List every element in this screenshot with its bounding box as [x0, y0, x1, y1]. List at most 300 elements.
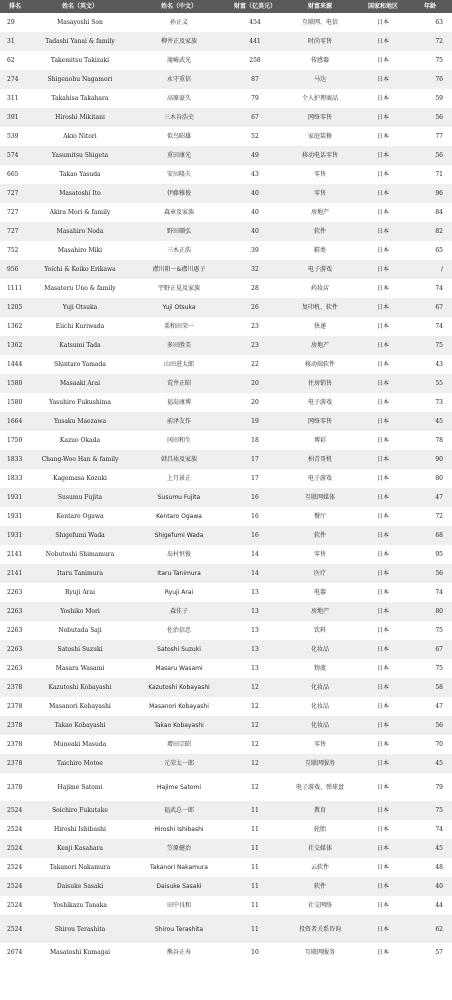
cell-source: 网络零售 — [282, 108, 358, 127]
cell-source: 传感器 — [282, 51, 358, 70]
cell-worth: 12 — [228, 678, 282, 697]
cell-worth: 26 — [228, 298, 282, 317]
cell-source: 马达 — [282, 70, 358, 89]
cell-worth: 16 — [228, 488, 282, 507]
cell-name-zh: Takanori Nakamura — [130, 858, 228, 877]
table-row — [0, 108, 452, 127]
cell-rank: 1750 — [0, 431, 30, 450]
cell-country: 日本 — [358, 507, 408, 526]
cell-name-en: Muneaki Masuda — [30, 735, 130, 754]
table-row — [0, 858, 452, 877]
cell-source: 云软件 — [282, 858, 358, 877]
cell-age: 75 — [408, 801, 452, 820]
cell-country: 日本 — [358, 89, 408, 108]
cell-source: 柏青哥机 — [282, 450, 358, 469]
table-row — [0, 32, 452, 51]
cell-rank: 2524 — [0, 915, 30, 943]
cell-source: 软件 — [282, 877, 358, 896]
cell-name-en: Satoshi Suzuki — [30, 640, 130, 659]
cell-name-en: Hiroshi Mikitani — [30, 108, 130, 127]
table-row — [0, 697, 452, 716]
cell-country: 日本 — [358, 659, 408, 678]
cell-rank: 2263 — [0, 583, 30, 602]
cell-country: 日本 — [358, 877, 408, 896]
cell-age: 56 — [408, 108, 452, 127]
cell-age: 47 — [408, 488, 452, 507]
cell-rank: 752 — [0, 241, 30, 260]
cell-name-zh: 高原豪久 — [130, 89, 228, 108]
cell-country: 日本 — [358, 146, 408, 165]
cell-rank: 727 — [0, 222, 30, 241]
cell-country: 日本 — [358, 279, 408, 298]
table-row — [0, 659, 452, 678]
cell-age: 44 — [408, 896, 452, 915]
cell-source: 房地产 — [282, 203, 358, 222]
cell-age: 48 — [408, 858, 452, 877]
cell-worth: 258 — [228, 51, 282, 70]
cell-worth: 16 — [228, 526, 282, 545]
cell-age: 75 — [408, 51, 452, 70]
cell-source: 鞋类 — [282, 241, 358, 260]
cell-source: 餐厅 — [282, 507, 358, 526]
cell-rank: 1362 — [0, 317, 30, 336]
table-row — [0, 146, 452, 165]
cell-country: 日本 — [358, 526, 408, 545]
table-row — [0, 943, 452, 962]
table-row — [0, 51, 452, 70]
table-row — [0, 488, 452, 507]
cell-source: 网络零售 — [282, 412, 358, 431]
cell-source: 饮料 — [282, 621, 358, 640]
cell-source: 复印机、软件 — [282, 298, 358, 317]
cell-name-en: Takao Kobayashi — [30, 716, 130, 735]
cell-worth: 11 — [228, 801, 282, 820]
cell-name-en: Itaru Tanimura — [30, 564, 130, 583]
cell-source: 软件 — [282, 222, 358, 241]
cell-country: 日本 — [358, 298, 408, 317]
cell-rank: 2378 — [0, 735, 30, 754]
cell-name-zh: 元荣太一郎 — [130, 754, 228, 773]
cell-rank: 1664 — [0, 412, 30, 431]
cell-name-en: Yasuhiro Fukushima — [30, 393, 130, 412]
cell-worth: 32 — [228, 260, 282, 279]
cell-worth: 12 — [228, 735, 282, 754]
cell-name-en: Masanori Kobayashi — [30, 697, 130, 716]
table-row — [0, 260, 452, 279]
cell-name-zh: 荒井正昭 — [130, 374, 228, 393]
cell-name-en: Kazuo Okada — [30, 431, 130, 450]
cell-name-en: Nobutada Saji — [30, 621, 130, 640]
cell-country: 日本 — [358, 450, 408, 469]
table-row — [0, 896, 452, 915]
cell-country: 日本 — [358, 51, 408, 70]
cell-source: 个人护理商品 — [282, 89, 358, 108]
cell-country: 日本 — [358, 545, 408, 564]
cell-name-en: Kenji Kasahara — [30, 839, 130, 858]
cell-rank: 665 — [0, 165, 30, 184]
cell-name-en: Masayoshi Son — [30, 13, 130, 32]
cell-country: 日本 — [358, 32, 408, 51]
cell-worth: 11 — [228, 877, 282, 896]
cell-country: 日本 — [358, 317, 408, 336]
cell-age: 62 — [408, 915, 452, 943]
cell-source: 物流 — [282, 659, 358, 678]
cell-name-zh: 安田隆夫 — [130, 165, 228, 184]
cell-source: 化妆品 — [282, 640, 358, 659]
cell-name-zh: 孙正义 — [130, 13, 228, 32]
table-row — [0, 203, 452, 222]
cell-rank: 2378 — [0, 678, 30, 697]
table-row — [0, 431, 452, 450]
cell-source: 互联网服务 — [282, 943, 358, 962]
cell-age: 68 — [408, 526, 452, 545]
header-rank: 排名 — [0, 0, 30, 13]
cell-rank: 1580 — [0, 374, 30, 393]
cell-age: 45 — [408, 754, 452, 773]
table-row — [0, 241, 452, 260]
table-row — [0, 127, 452, 146]
cell-name-en: Masatoshi Ito — [30, 184, 130, 203]
cell-age: 82 — [408, 222, 452, 241]
table-row — [0, 279, 452, 298]
cell-source: 移动端软件 — [282, 355, 358, 374]
table-row — [0, 222, 452, 241]
cell-country: 日本 — [358, 184, 408, 203]
cell-rank: 2263 — [0, 659, 30, 678]
table-row — [0, 820, 452, 839]
cell-worth: 13 — [228, 621, 282, 640]
cell-rank: 1205 — [0, 298, 30, 317]
cell-name-en: Daisuke Sasaki — [30, 877, 130, 896]
cell-worth: 441 — [228, 32, 282, 51]
cell-source: 教育 — [282, 801, 358, 820]
cell-worth: 11 — [228, 915, 282, 943]
cell-country: 日本 — [358, 355, 408, 374]
cell-source: 零售 — [282, 545, 358, 564]
cell-source: 互联网服务 — [282, 754, 358, 773]
cell-rank: 2263 — [0, 640, 30, 659]
cell-source: 博彩 — [282, 431, 358, 450]
cell-name-en: Ryuji Arai — [30, 583, 130, 602]
cell-name-en: Akio Nitori — [30, 127, 130, 146]
cell-name-zh: 冈田和生 — [130, 431, 228, 450]
cell-rank: 1931 — [0, 507, 30, 526]
cell-rank: 62 — [0, 51, 30, 70]
cell-country: 日本 — [358, 127, 408, 146]
cell-rank: 29 — [0, 13, 30, 32]
cell-worth: 39 — [228, 241, 282, 260]
cell-country: 日本 — [358, 735, 408, 754]
cell-name-en: Takao Yasuda — [30, 165, 130, 184]
cell-name-zh: Shigefumi Wada — [130, 526, 228, 545]
cell-worth: 43 — [228, 165, 282, 184]
table-row — [0, 754, 452, 773]
cell-rank: 2378 — [0, 697, 30, 716]
cell-name-en: Hiroshi Ishibashi — [30, 820, 130, 839]
cell-name-en: Masatoshi Kumagai — [30, 943, 130, 962]
cell-age: 57 — [408, 943, 452, 962]
cell-worth: 22 — [228, 355, 282, 374]
cell-name-en: Yuji Otsuka — [30, 298, 130, 317]
cell-name-zh: 韩昌祐及家族 — [130, 450, 228, 469]
cell-age: 79 — [408, 773, 452, 801]
cell-rank: 2263 — [0, 602, 30, 621]
header-name-en: 姓名（英文） — [30, 0, 130, 13]
cell-name-zh: Hajime Satomi — [130, 773, 228, 801]
cell-name-en: Yasumitsu Shigeta — [30, 146, 130, 165]
cell-age: 96 — [408, 184, 452, 203]
cell-name-zh: Daisuke Sasaki — [130, 877, 228, 896]
cell-name-en: Soichiro Fukutake — [30, 801, 130, 820]
cell-name-en: Masahiro Noda — [30, 222, 130, 241]
cell-age: 45 — [408, 839, 452, 858]
cell-age: 74 — [408, 820, 452, 839]
table-row — [0, 355, 452, 374]
cell-country: 日本 — [358, 108, 408, 127]
cell-source: 时尚零售 — [282, 32, 358, 51]
header-source: 财富来源 — [282, 0, 358, 13]
cell-name-zh: 三木正浩 — [130, 241, 228, 260]
cell-worth: 23 — [228, 317, 282, 336]
cell-source: 家庭装修 — [282, 127, 358, 146]
cell-worth: 20 — [228, 374, 282, 393]
cell-rank: 31 — [0, 32, 30, 51]
table-row — [0, 678, 452, 697]
cell-name-zh: Hiroshi Ishibashi — [130, 820, 228, 839]
cell-name-zh: 野田顺弘 — [130, 222, 228, 241]
table-row — [0, 915, 452, 943]
cell-worth: 52 — [228, 127, 282, 146]
cell-age: 56 — [408, 146, 452, 165]
table-row — [0, 184, 452, 203]
cell-name-en: Taichiro Motoe — [30, 754, 130, 773]
table-row — [0, 393, 452, 412]
cell-age: 80 — [408, 602, 452, 621]
cell-country: 日本 — [358, 431, 408, 450]
cell-name-zh: 田中良和 — [130, 896, 228, 915]
cell-name-en: Masaaki Arai — [30, 374, 130, 393]
cell-name-en: Takanori Nakamura — [30, 858, 130, 877]
table-header-row — [0, 0, 452, 13]
cell-country: 日本 — [358, 488, 408, 507]
cell-country: 日本 — [358, 393, 408, 412]
cell-name-zh: 重田康光 — [130, 146, 228, 165]
cell-rank: 2141 — [0, 545, 30, 564]
cell-name-zh: 滝崎武光 — [130, 51, 228, 70]
cell-source: 投资者关系咨询 — [282, 915, 358, 943]
cell-age: 56 — [408, 716, 452, 735]
table-row — [0, 583, 452, 602]
cell-age: / — [408, 260, 452, 279]
cell-source: 电子游戏、弹球盘 — [282, 773, 358, 801]
cell-country: 日本 — [358, 222, 408, 241]
cell-source: 电子游戏 — [282, 469, 358, 488]
cell-rank: 274 — [0, 70, 30, 89]
table-row — [0, 602, 452, 621]
cell-source: 社交媒体 — [282, 839, 358, 858]
cell-name-en: Eiichi Kuriwada — [30, 317, 130, 336]
cell-age: 43 — [408, 355, 452, 374]
cell-age: 75 — [408, 336, 452, 355]
cell-age: 67 — [408, 640, 452, 659]
table-row — [0, 89, 452, 108]
cell-name-en: Kazutoshi Kobayashi — [30, 678, 130, 697]
cell-rank: 2378 — [0, 754, 30, 773]
cell-worth: 454 — [228, 13, 282, 32]
cell-rank: 539 — [0, 127, 30, 146]
cell-age: 71 — [408, 165, 452, 184]
cell-rank: 2524 — [0, 801, 30, 820]
cell-age: 55 — [408, 374, 452, 393]
cell-rank: 391 — [0, 108, 30, 127]
cell-country: 日本 — [358, 336, 408, 355]
cell-source: 化妆品 — [282, 697, 358, 716]
cell-country: 日本 — [358, 602, 408, 621]
cell-worth: 12 — [228, 754, 282, 773]
cell-name-en: Masahiro Miki — [30, 241, 130, 260]
table-row — [0, 412, 452, 431]
cell-worth: 87 — [228, 70, 282, 89]
cell-country: 日本 — [358, 621, 408, 640]
cell-name-en: Kagemasa Kozuki — [30, 469, 130, 488]
cell-country: 日本 — [358, 697, 408, 716]
cell-name-zh: 似鸟昭雄 — [130, 127, 228, 146]
cell-name-en: Tadashi Yanai & family — [30, 32, 130, 51]
table-row — [0, 564, 452, 583]
cell-rank: 574 — [0, 146, 30, 165]
cell-name-en: Yusaku Maezawa — [30, 412, 130, 431]
cell-worth: 28 — [228, 279, 282, 298]
cell-source: 医疗 — [282, 564, 358, 583]
cell-name-zh: 森章及家族 — [130, 203, 228, 222]
cell-country: 日本 — [358, 374, 408, 393]
cell-name-zh: 上月景正 — [130, 469, 228, 488]
cell-name-zh: Itaru Tanimura — [130, 564, 228, 583]
cell-name-zh: Kentaro Ogawa — [130, 507, 228, 526]
cell-name-en: Shigenobu Nagamori — [30, 70, 130, 89]
cell-worth: 40 — [228, 203, 282, 222]
cell-name-en: Yoshikazu Tanaka — [30, 896, 130, 915]
cell-name-zh: Takao Kobayashi — [130, 716, 228, 735]
cell-worth: 13 — [228, 659, 282, 678]
table-body — [0, 13, 452, 962]
cell-name-en: Akira Mori & family — [30, 203, 130, 222]
cell-rank: 311 — [0, 89, 30, 108]
cell-worth: 14 — [228, 564, 282, 583]
cell-rank: 2674 — [0, 943, 30, 962]
cell-country: 日本 — [358, 773, 408, 801]
cell-worth: 67 — [228, 108, 282, 127]
table-row — [0, 773, 452, 801]
cell-age: 45 — [408, 412, 452, 431]
cell-worth: 16 — [228, 507, 282, 526]
cell-age: 75 — [408, 621, 452, 640]
cell-worth: 11 — [228, 896, 282, 915]
cell-source: 互联网媒体 — [282, 488, 358, 507]
cell-name-zh: 福武总一郎 — [130, 801, 228, 820]
table-row — [0, 545, 452, 564]
cell-rank: 2524 — [0, 839, 30, 858]
cell-name-en: Susumu Fujita — [30, 488, 130, 507]
cell-name-zh: 前泽友作 — [130, 412, 228, 431]
cell-name-en: Takahisa Takahara — [30, 89, 130, 108]
table-row — [0, 298, 452, 317]
cell-worth: 18 — [228, 431, 282, 450]
cell-name-en: Hajime Satomi — [30, 773, 130, 801]
cell-country: 日本 — [358, 801, 408, 820]
cell-name-zh: 佐治信忠 — [130, 621, 228, 640]
cell-name-en: Katsumi Tada — [30, 336, 130, 355]
cell-name-zh: Ryuji Arai — [130, 583, 228, 602]
cell-age: 90 — [408, 450, 452, 469]
table-row — [0, 526, 452, 545]
cell-worth: 12 — [228, 716, 282, 735]
table-row — [0, 801, 452, 820]
cell-rank: 1833 — [0, 469, 30, 488]
cell-age: 73 — [408, 393, 452, 412]
cell-age: 47 — [408, 697, 452, 716]
cell-name-zh: Masanori Kobayashi — [130, 697, 228, 716]
cell-rank: 1444 — [0, 355, 30, 374]
cell-country: 日本 — [358, 260, 408, 279]
cell-source: 药妆店 — [282, 279, 358, 298]
cell-source: 零售 — [282, 184, 358, 203]
cell-rank: 1931 — [0, 526, 30, 545]
cell-rank: 1833 — [0, 450, 30, 469]
cell-country: 日本 — [358, 858, 408, 877]
cell-age: 74 — [408, 317, 452, 336]
table-row — [0, 336, 452, 355]
cell-worth: 20 — [228, 393, 282, 412]
table-row — [0, 450, 452, 469]
cell-rank: 1580 — [0, 393, 30, 412]
cell-age: 75 — [408, 659, 452, 678]
cell-source: 电子游戏 — [282, 260, 358, 279]
cell-worth: 11 — [228, 858, 282, 877]
cell-name-zh: Yuji Otsuka — [130, 298, 228, 317]
cell-rank: 2524 — [0, 877, 30, 896]
cell-name-zh: 笠原健治 — [130, 839, 228, 858]
cell-age: 74 — [408, 279, 452, 298]
table-row — [0, 374, 452, 393]
cell-country: 日本 — [358, 583, 408, 602]
cell-worth: 49 — [228, 146, 282, 165]
cell-age: 72 — [408, 507, 452, 526]
cell-worth: 17 — [228, 450, 282, 469]
cell-worth: 17 — [228, 469, 282, 488]
cell-source: 化妆品 — [282, 678, 358, 697]
cell-name-zh: 熊谷正寿 — [130, 943, 228, 962]
cell-age: 67 — [408, 298, 452, 317]
cell-worth: 11 — [228, 820, 282, 839]
cell-worth: 11 — [228, 839, 282, 858]
cell-rank: 2524 — [0, 820, 30, 839]
cell-age: 72 — [408, 32, 452, 51]
cell-rank: 2524 — [0, 858, 30, 877]
cell-country: 日本 — [358, 839, 408, 858]
cell-rank: 1111 — [0, 279, 30, 298]
cell-name-en: Chang-Woo Han & family — [30, 450, 130, 469]
cell-source: 互联网、电信 — [282, 13, 358, 32]
table-row — [0, 735, 452, 754]
cell-name-zh: 福岛康博 — [130, 393, 228, 412]
cell-rank: 2141 — [0, 564, 30, 583]
cell-rank: 2263 — [0, 621, 30, 640]
cell-country: 日本 — [358, 203, 408, 222]
cell-country: 日本 — [358, 564, 408, 583]
cell-age: 65 — [408, 241, 452, 260]
table-row — [0, 70, 452, 89]
